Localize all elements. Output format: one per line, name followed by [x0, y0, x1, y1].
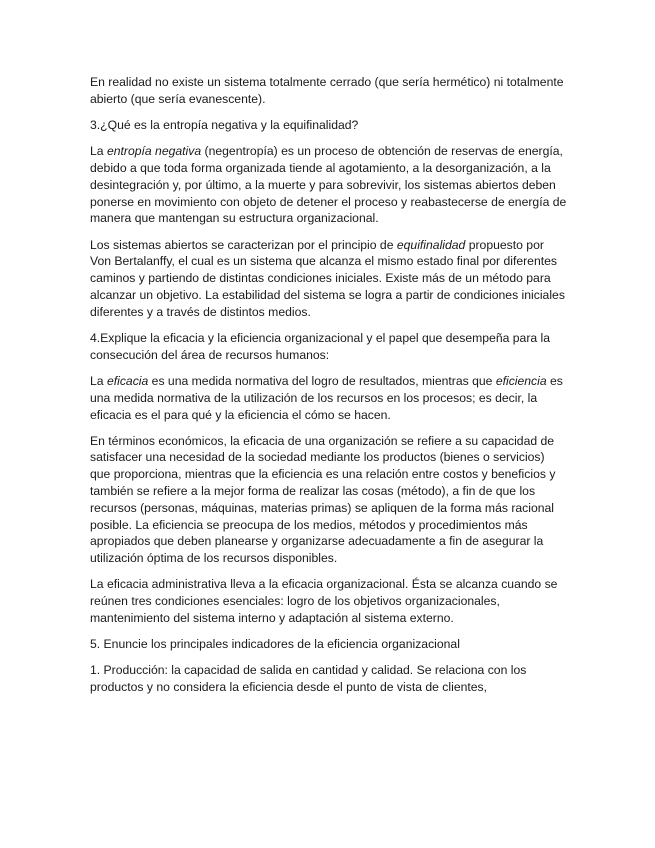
paragraph-efficacy-efficiency	[90, 373, 568, 423]
term-efficiency: eficiencia	[495, 373, 547, 388]
paragraph-economic-terms	[90, 433, 568, 567]
question-text: 4.Explique la eficacia y la eficiencia organizacional y el papel que desempeña para la consecución del área de recursos humanos:	[90, 330, 551, 362]
question-text: 3.¿Qué es la entropía negativa y la equifinalidad?	[90, 117, 359, 132]
paragraph-text: (negentropía) es un proceso de obtención de reservas de energía, debido a que toda forma organizada tiende al agotamiento, a la desorganización, a la desintegración y, por último, a la muerte y para sobrevivir, los sistemas abiertos deben ponerse en movimiento con objeto de detener el proceso y reabastecerse de energía de manera que mantengan su estructura organizacional.	[90, 144, 567, 226]
question-5-heading	[90, 636, 568, 653]
paragraph-lead: Los sistemas abiertos se caracterizan por el principio de	[90, 237, 397, 252]
question-text: 5. Enuncie los principales indicadores de la eficiencia organizacional	[90, 637, 460, 652]
paragraph-text: es una medida normativa de la utilización de los recursos en los procesos; es decir, la eficacia es el para qué y la eficiencia el cómo se hacen.	[90, 373, 563, 422]
question-4-heading	[90, 330, 568, 364]
paragraph-production-indicator	[90, 662, 568, 696]
question-3-heading	[90, 117, 568, 134]
paragraph-administrative-efficacy	[90, 576, 568, 626]
paragraph-closed-open-systems	[90, 74, 568, 108]
document-page	[90, 74, 568, 705]
paragraph-text: En realidad no existe un sistema totalmente cerrado (que sería hermético) ni totalmente abierto (que sería evanescente).	[90, 75, 564, 106]
paragraph-negative-entropy	[90, 143, 568, 227]
term-negative-entropy: entropía negativa	[106, 144, 202, 159]
paragraph-lead: La	[90, 373, 107, 388]
paragraph-middle: es una medida normativa del logro de resultados, mientras que	[148, 373, 496, 388]
paragraph-lead: La	[90, 144, 107, 159]
paragraph-text: propuesto por Von Bertalanffy, el cual es un sistema que alcanza el mismo estado final por diferentes caminos y partiendo de distintas condiciones iniciales. Existe más de un método para alcanzar un objetivo. La estabilidad del sistema se logra a partir de condiciones iniciales diferentes y a través de distintos medios.	[90, 237, 565, 319]
term-equifinality: equifinalidad	[396, 237, 466, 252]
term-efficacy: eficacia	[106, 373, 149, 388]
paragraph-equifinality	[90, 237, 568, 321]
paragraph-text: 1. Producción: la capacidad de salida en cantidad y calidad. Se relaciona con los productos y no considera la eficiencia desde el punto de vista de clientes,	[90, 663, 527, 695]
paragraph-text: En términos económicos, la eficacia de una organización se refiere a su capacidad de satisfacer una necesidad de la sociedad mediante los productos (bienes o servicios) que proporciona, mientras que la eficiencia es una relación entre costos y beneficios y también se refiere a la mejor forma de realizar las cosas (método), a fin de que los recursos (personas, máquinas, materias primas) se apliquen de la forma más racional posible. La eficiencia se preocupa de los medios, métodos y procedimientos más apropiados que deben planearse y organizarse adecuadamente a fin de asegurar la utilización óptima de los recursos disponibles.	[90, 433, 556, 566]
paragraph-text: La eficacia administrativa lleva a la eficacia organizacional. Ésta se alcanza cuando se reúnen tres condiciones esenciales: logro de los objetivos organizacionales, mantenimiento del sistema interno y adaptación al sistema externo.	[90, 577, 558, 626]
